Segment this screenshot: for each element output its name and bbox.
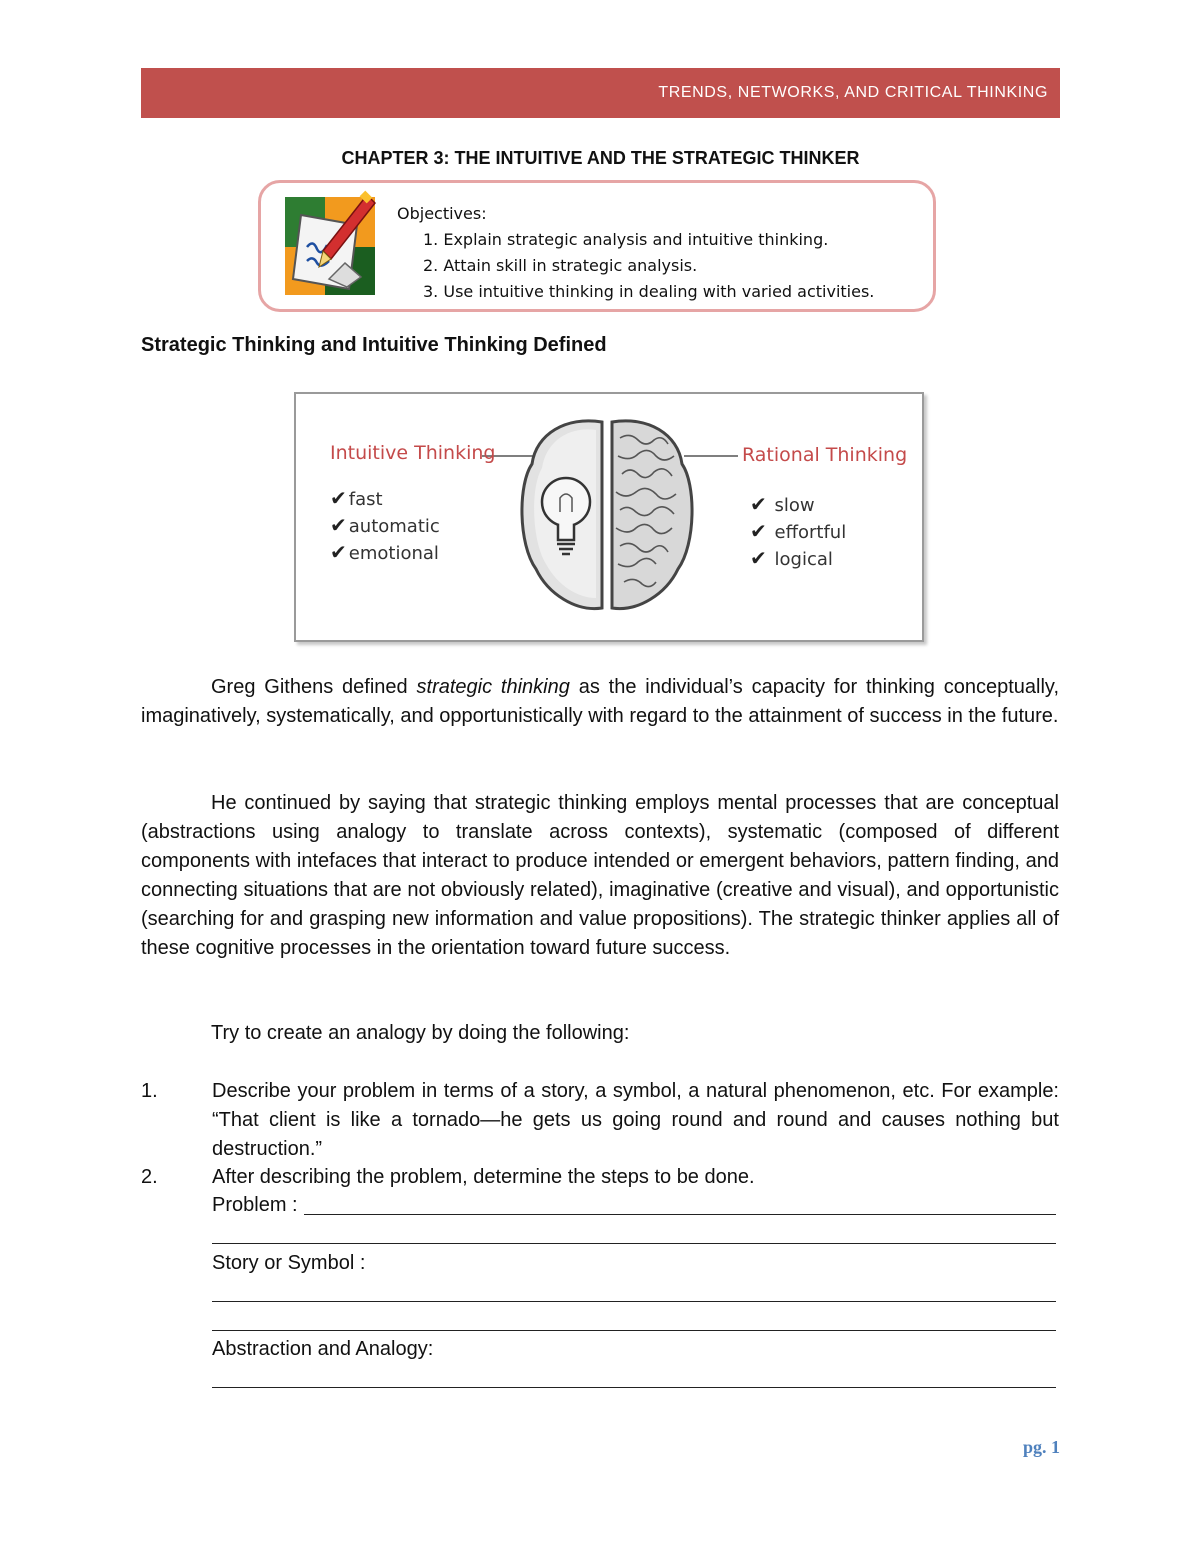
intuitive-item: ✔ automatic [330, 513, 440, 537]
step-text: After describing the problem, determine the steps to be done. [212, 1166, 755, 1188]
step-text: Describe your problem in terms of a story, a symbol, a natural phenomenon, etc. For example: “That client is like a tornado—he gets us going round and round and causes nothing but destruction.” [212, 1080, 1059, 1160]
rational-item: ✔ slow [750, 492, 815, 516]
problem-answer-line[interactable] [304, 1214, 1056, 1215]
problem-label: Problem : [212, 1194, 298, 1216]
thinking-figure [294, 392, 924, 642]
rational-item: ✔ logical [750, 546, 833, 570]
intuitive-title: Intuitive Thinking [330, 442, 496, 464]
check-icon: ✔ [750, 546, 767, 570]
objectives-list [397, 201, 874, 305]
intuitive-item: ✔ emotional [330, 540, 439, 564]
abstraction-label: Abstraction and Analogy: [212, 1338, 434, 1360]
objectives-heading: Objectives: [397, 204, 487, 223]
problem-answer-line[interactable] [212, 1243, 1056, 1244]
running-title: TRENDS, NETWORKS, AND CRITICAL THINKING [658, 84, 1048, 101]
check-icon: ✔ [750, 492, 767, 516]
chapter-title: CHAPTER 3: THE INTUITIVE AND THE STRATEGIC THINKER [341, 148, 860, 168]
paragraph-processes: He continued by saying that strategic thinking employs mental processes that are conceptual (abstractions using analogy to translate across contexts), systematic (composed of different components with intefaces that interact to produce intended or emergent behaviors, pattern finding, and connecting situations that are not obviously related), imaginative (creative and visual), and opportunistic (searching for and grasping new information and value propositions). The strategic thinker applies all of these cognitive processes in the orientation toward future success. [141, 792, 1059, 959]
page-number: pg. 1 [1022, 1437, 1060, 1457]
check-icon: ✔ [330, 540, 347, 564]
objectives-box [258, 180, 936, 312]
header-band [141, 68, 1060, 118]
step-number: 1. [141, 1080, 158, 1102]
story-label: Story or Symbol : [212, 1252, 366, 1274]
rational-title: Rational Thinking [742, 444, 908, 466]
rational-item: ✔ effortful [750, 519, 847, 543]
section-heading: Strategic Thinking and Intuitive Thinking Defined [141, 334, 607, 356]
check-icon: ✔ [750, 519, 767, 543]
intuitive-item: ✔ fast [330, 486, 383, 510]
notepad-pencil-icon [279, 187, 381, 299]
check-icon: ✔ [330, 486, 347, 510]
paragraph-analogy-intro: Try to create an analogy by doing the following: [211, 1022, 630, 1044]
objective-item: 1. Explain strategic analysis and intuitive thinking. [423, 230, 829, 249]
step-number: 2. [141, 1166, 158, 1188]
check-icon: ✔ [330, 513, 347, 537]
story-answer-line[interactable] [212, 1330, 1056, 1331]
objective-item: 3. Use intuitive thinking in dealing with varied activities. [423, 282, 875, 301]
story-answer-line[interactable] [212, 1301, 1056, 1302]
objective-item: 2. Attain skill in strategic analysis. [423, 256, 698, 275]
paragraph-githens: Greg Githens defined strategic thinking as the individual’s capacity for thinking conceptually, imaginatively, systematically, and opportunistically with regard to the attainment of success in the future. [141, 676, 1059, 727]
abstraction-answer-line[interactable] [212, 1387, 1056, 1388]
